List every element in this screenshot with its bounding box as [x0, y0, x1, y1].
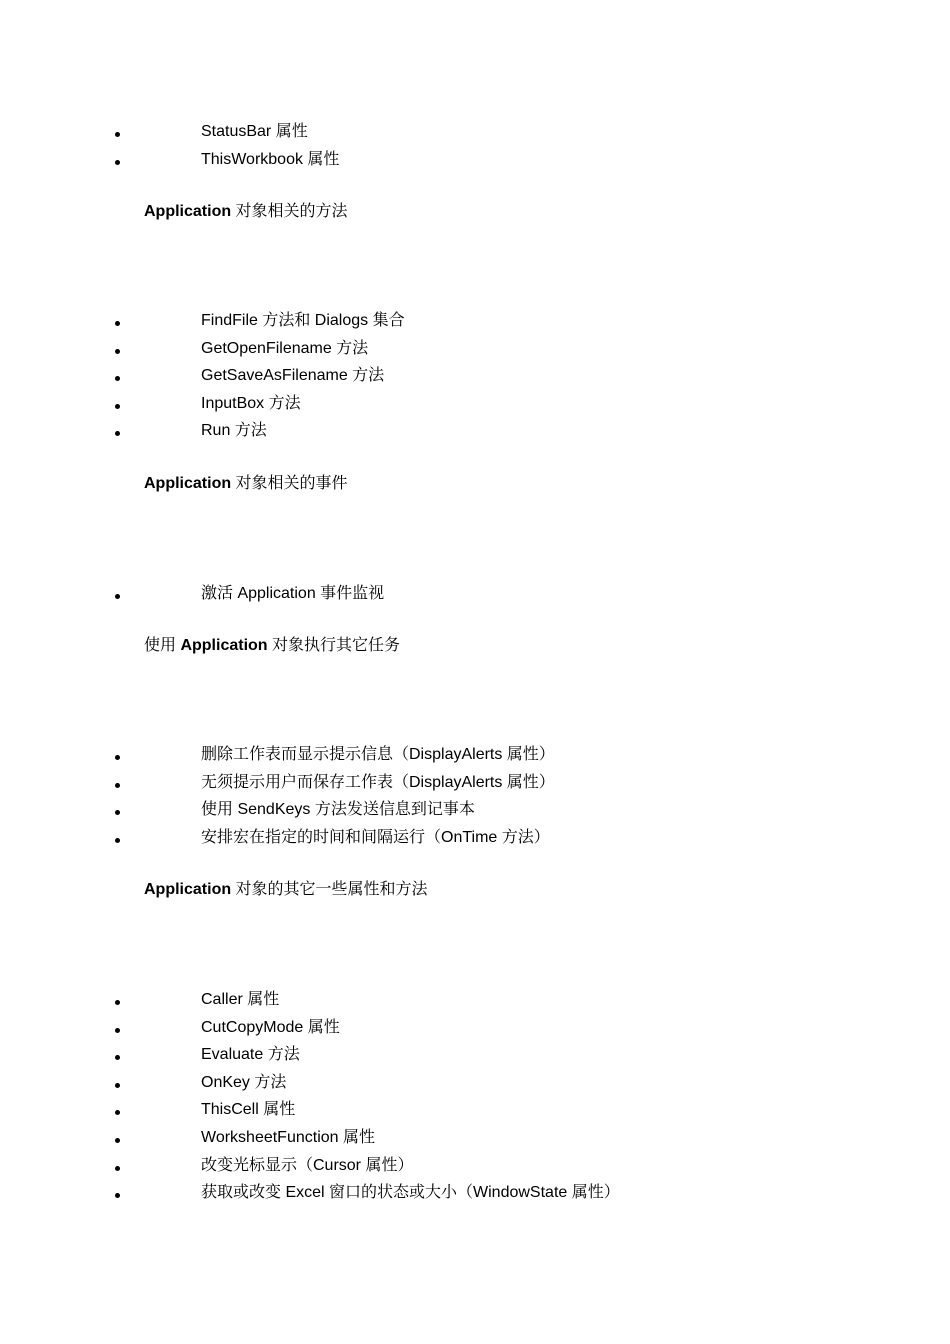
list-item-text: Caller 属性	[201, 991, 280, 1008]
bullet-icon	[115, 1152, 121, 1180]
list-item-text: OnKey 方法	[201, 1073, 287, 1091]
list-item-text: CutCopyMode 属性	[201, 1018, 340, 1036]
bullet-icon	[115, 741, 121, 769]
list-item-text: 删除工作表而显示提示信息（DisplayAlerts 属性）	[201, 746, 555, 763]
list-item-text: FindFile 方法和 Dialogs 集合	[201, 312, 405, 329]
heading-suffix: 对象执行其它任务	[267, 637, 401, 654]
bullet-icon	[115, 118, 121, 146]
list-item-text: 获取或改变 Excel 窗口的状态或大小（WindowState 属性）	[201, 1184, 620, 1202]
bullet-icon	[115, 146, 121, 174]
bullet-icon	[115, 362, 121, 390]
bullet-icon	[115, 335, 121, 363]
bullet-icon	[115, 1096, 121, 1124]
heading-prefix: 使用	[144, 637, 181, 654]
heading-keyword: Application	[144, 881, 232, 898]
list-item-text: GetSaveAsFilename 方法	[201, 367, 385, 385]
section-heading-events	[144, 472, 348, 496]
bullet-icon	[115, 769, 121, 797]
heading-suffix: 对象相关的事件	[231, 475, 348, 492]
list-item-text: InputBox 方法	[201, 394, 301, 412]
bullet-icon	[115, 1014, 121, 1042]
bullet-icon	[115, 796, 121, 824]
bullet-icon	[115, 824, 121, 852]
list-item-text: 安排宏在指定的时间和间隔运行（OnTime 方法）	[201, 828, 550, 846]
list-item-text: 改变光标显示（Cursor 属性）	[201, 1156, 414, 1174]
bullet-icon	[115, 307, 121, 335]
bullet-icon	[115, 986, 121, 1014]
list-item-text: 激活 Application 事件监视	[201, 585, 385, 602]
section-heading-other-properties	[144, 878, 428, 902]
list-item-text: 使用 SendKeys 方法发送信息到记事本	[201, 801, 475, 819]
heading-keyword: Application	[144, 203, 232, 220]
bullet-icon	[115, 1124, 121, 1152]
list-item-text: StatusBar 属性	[201, 123, 308, 140]
bullet-icon	[115, 390, 121, 418]
bullet-icon	[115, 1069, 121, 1097]
bullet-icon	[115, 417, 121, 445]
heading-keyword: Application	[180, 637, 268, 654]
heading-suffix: 对象的其它一些属性和方法	[231, 881, 428, 898]
list-item-text: 无须提示用户而保存工作表（DisplayAlerts 属性）	[201, 773, 555, 791]
list-item-text: GetOpenFilename 方法	[201, 339, 369, 357]
list-item-text: ThisWorkbook 属性	[201, 150, 340, 168]
heading-suffix: 对象相关的方法	[231, 203, 348, 220]
list-item-text: Evaluate 方法	[201, 1046, 300, 1064]
bullet-icon	[115, 1179, 121, 1207]
heading-keyword: Application	[144, 475, 232, 492]
list-item-text: WorksheetFunction 属性	[201, 1128, 375, 1146]
section-heading-methods	[144, 200, 348, 224]
list-item-text: ThisCell 属性	[201, 1101, 296, 1119]
bullet-icon	[115, 1041, 121, 1069]
list-item-text: Run 方法	[201, 422, 267, 440]
bullet-icon	[115, 580, 121, 608]
section-heading-other-tasks	[144, 634, 400, 658]
